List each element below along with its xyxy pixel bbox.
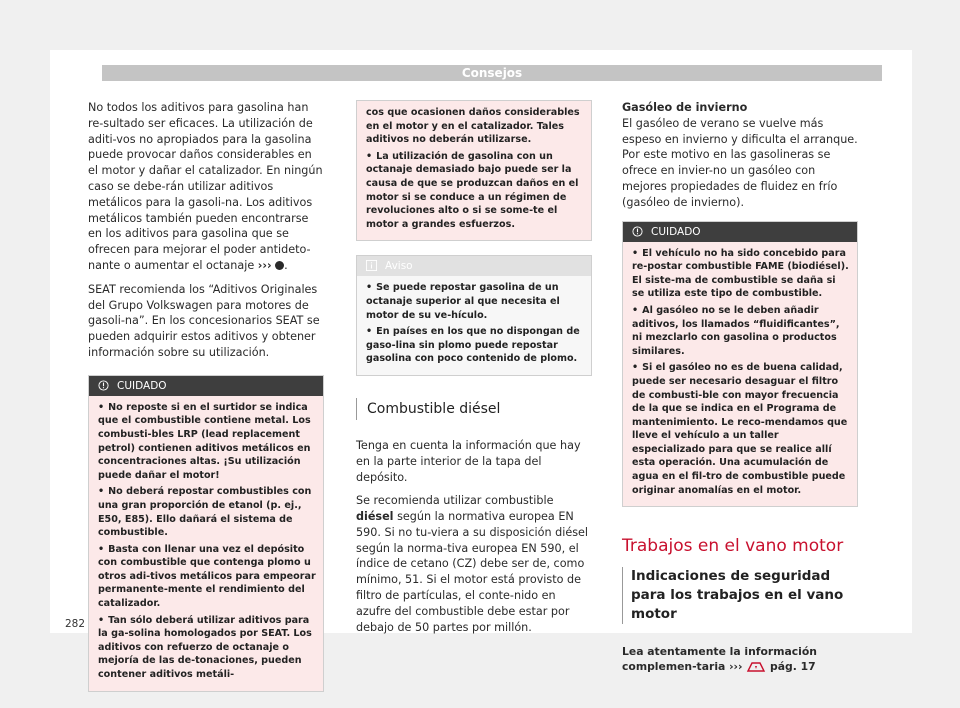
paragraph-text: Se recomienda utilizar combustible — [356, 494, 554, 508]
paragraph: Tenga en cuenta la información que hay en la parte interior de la tapa del depósito. — [356, 438, 581, 484]
caution-item-text: Tan sólo deberá utilizar aditivos para la ga-solina homologados por SEAT. Los aditivos con refuerzo de octanaje o mejoría de las de-tonaciones, pueden contener aditivos metáli- — [98, 614, 312, 681]
caution-item-text: Si el gasóleo no es de buena calidad, puede ser necesario desaguar el filtro de combusti-ble con mayor frecuencia de la que se indica en el Programa de mantenimiento. Le reco-mendamos que lleve el vehículo a un taller especializado para que se realice allí esta operación. Una acumulación de agua en el fil-tro de combustible puede originar anomalías en el motor. — [632, 362, 848, 496]
car-hood-warning-icon — [746, 661, 766, 673]
caution-header — [89, 376, 323, 396]
paragraph-text: según la normativa europea EN 590. Si no tu-viera a su disposición diésel según la norma-tiva europea EN 590, el índice de cetano (CZ) debe ser de, como mínimo, 51. Si el motor está provisto de filtro de partículas, el conte-nido en azufre del combustible debe estar por debajo de 50 partes por millón. — [356, 510, 589, 634]
column-1 — [88, 100, 324, 692]
caution-box — [88, 375, 324, 692]
notice-box — [356, 255, 592, 376]
section-title: Combustible diésel — [356, 398, 592, 420]
caution-item — [98, 543, 316, 611]
reference-page[interactable]: pág. 17 — [769, 660, 816, 674]
page-number: 282 — [65, 618, 86, 630]
paragraph: No todos los aditivos para gasolina han re-sultado ser eficaces. La utilización de aditi-vos no apropiados para la gasolina puede provocar daños considerables en el motor y dañar el catalizador. En ningún caso se debe-rán utilizar aditivos metálicos para la gasoli-na. Los aditivos metálicos también pueden encontrarse en los aditivos para gasolina que se ofrecen para mejorar el poder antideto-nante o aumentar el octanaje ››› . — [88, 101, 323, 272]
notice-body — [357, 276, 591, 375]
caution-header — [623, 222, 857, 242]
caution-item-text: No deberá repostar combustibles con una gran proporción de etanol (p. ej., E50, E85). Ello dañará el sistema de combustible. — [98, 486, 312, 539]
bullet-dot: • — [632, 362, 639, 374]
paragraph — [356, 493, 592, 635]
bullet-dot: • — [98, 486, 105, 498]
manual-page — [50, 50, 912, 681]
caution-item-text: Al gasóleo no se le deben añadir aditivos, los llamados “fluidificantes”, ni mezclarlo con gasolina o productos similares. — [632, 304, 840, 357]
notice-item-text: En países en los que no dispongan de gaso-lina sin plomo puede repostar gasolina con poco contenido de plomo. — [366, 326, 580, 365]
reference-paragraph — [622, 644, 858, 674]
caution-box-continued — [356, 100, 592, 241]
emphasis: diésel — [356, 510, 394, 524]
warning-icon — [98, 380, 109, 391]
info-icon — [366, 260, 377, 271]
subheading: Gasóleo de invierno — [622, 101, 748, 114]
caution-item-text: No reposte si en el surtidor se indica que el combustible contiene metal. Los combusti-bles LRP (lead replacement petrol) contienen aditivos metálicos en concentraciones altas. ¡Su utilización puede dañar el motor! — [98, 401, 311, 481]
caution-item — [98, 401, 316, 483]
reference-arrows[interactable]: ››› — [257, 258, 272, 272]
notice-header — [357, 256, 591, 276]
bullet-dot: • — [98, 614, 105, 626]
caution-item — [98, 485, 316, 539]
warning-circle-icon — [275, 261, 284, 270]
reference-arrows[interactable]: ››› — [729, 660, 743, 674]
caution-item — [366, 150, 584, 232]
column-2 — [356, 100, 592, 643]
column-3 — [622, 100, 858, 682]
caution-body — [89, 396, 323, 691]
bullet-dot: • — [632, 247, 639, 259]
bullet-dot: • — [632, 304, 639, 316]
notice-item — [366, 325, 584, 366]
caution-title: CUIDADO — [651, 225, 701, 238]
caution-item-text: El vehículo no ha sido concebido para re-postar combustible FAME (biodiésel). El siste-ma de combustible se daña si se utiliza este tipo de combustible. — [632, 247, 849, 300]
caution-body — [623, 242, 857, 507]
caution-item — [632, 247, 850, 301]
chapter-title: Trabajos en el vano motor — [622, 536, 844, 557]
warning-icon — [632, 226, 643, 237]
bullet-dot: • — [366, 326, 373, 338]
reference-text: Lea atentamente la información complemen-taria — [622, 645, 817, 674]
caution-item-text: La utilización de gasolina con un octanaje demasiado bajo puede ser la causa de que se produzcan daños en el motor si se conduce a un régimen de revoluciones alto o si se some-te el motor a grandes esfuerzos. — [366, 150, 579, 230]
caution-continued-text: cos que ocasionen daños considerables en el motor y en el catalizador. Tales aditivos no deberán utilizarse. — [366, 107, 580, 146]
subsection-title: Indicaciones de seguridad para los trabajos en el vano motor — [622, 567, 858, 624]
caution-box — [622, 221, 858, 508]
notice-item-text: Se puede repostar gasolina de un octanaje superior al que necesita el motor de su ve-hículo. — [366, 282, 560, 321]
bullet-dot: • — [98, 543, 105, 555]
paragraph: SEAT recomienda los “Aditivos Originales del Grupo Volkswagen para motores de gasoli-na”. En los concesionarios SEAT se pueden adquirir estos aditivos y obtener información sobre su utilización. — [88, 282, 320, 359]
caution-body — [357, 101, 591, 240]
notice-item — [366, 281, 584, 322]
caution-title: CUIDADO — [117, 379, 167, 392]
paragraph-text: No todos los aditivos para gasolina han re-sultado ser eficaces. La utilización de aditi-vos no apropiados para la gasolina puede provocar daños considerables en el motor y dañar el catalizador. En ningún caso se debe-rán utilizar aditivos metálicos para la gasoli-na. Los aditivos metálicos también pueden encontrarse en los aditivos para gasolina que se ofrecen para mejorar el poder antideto-nante o aumentar el octanaje — [88, 101, 323, 272]
paragraph: El gasóleo de verano se vuelve más espeso en invierno y dificulta el arranque. Por este motivo en las gasolineras se ofrece en invier-no un gasóleo con mejores propiedades de fluidez en frío (gasóleo de invierno). — [622, 116, 858, 209]
caution-item-text: Basta con llenar una vez el depósito con combustible que contenga plomo u otros adi-tivos metálicos para empeorar permanente-mente el rendimiento del catalizador. — [98, 543, 316, 610]
caution-item — [632, 304, 850, 358]
notice-title: Aviso — [385, 260, 413, 273]
bullet-dot: • — [366, 282, 373, 294]
bullet-dot: • — [98, 401, 105, 413]
bullet-dot: • — [366, 150, 373, 162]
section-header: Consejos — [102, 65, 882, 81]
caution-item — [632, 361, 850, 497]
caution-item — [98, 614, 316, 682]
